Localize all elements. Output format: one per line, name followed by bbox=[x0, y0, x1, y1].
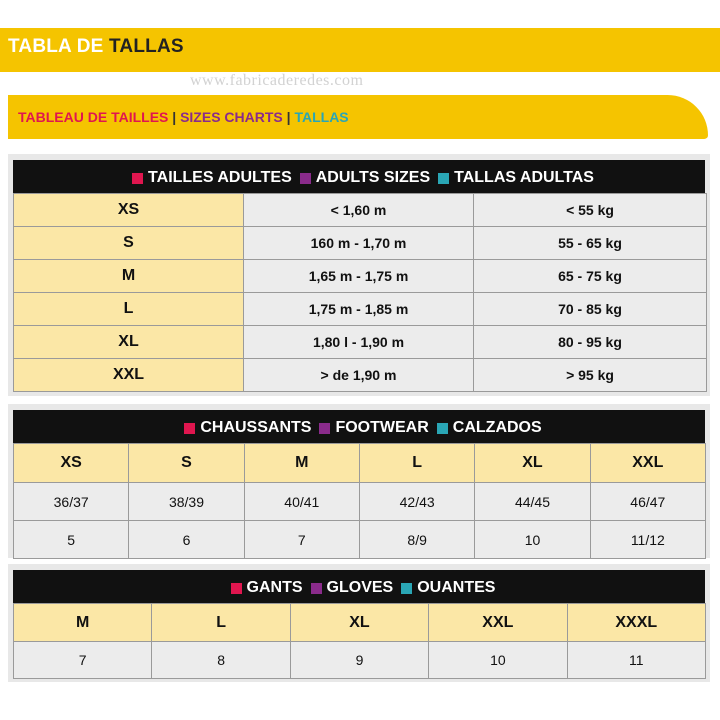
table-row bbox=[14, 483, 706, 521]
table-row bbox=[14, 194, 707, 227]
number-cell: 7 bbox=[14, 642, 152, 679]
weight-cell: > 95 kg bbox=[474, 359, 707, 392]
heading-es: OUANTES bbox=[417, 579, 496, 596]
heading-es: TALLAS ADULTAS bbox=[454, 169, 594, 186]
height-cell: 160 m - 1,70 m bbox=[244, 227, 474, 260]
table-row bbox=[14, 521, 706, 559]
size-cell: XXL bbox=[14, 359, 244, 392]
title-part-2: TALLAS bbox=[109, 36, 184, 57]
size-cell: S bbox=[14, 227, 244, 260]
weight-cell: 80 - 95 kg bbox=[474, 326, 707, 359]
teal-square-icon bbox=[438, 173, 449, 184]
footwear-heading bbox=[13, 410, 705, 446]
table-row bbox=[14, 260, 707, 293]
teal-square-icon bbox=[437, 423, 448, 434]
us-size-cell: 7 bbox=[244, 521, 359, 559]
subtitle-es: TALLAS bbox=[294, 109, 349, 125]
us-size-cell: 6 bbox=[129, 521, 244, 559]
height-cell: 1,80 l - 1,90 m bbox=[244, 326, 474, 359]
size-cell: S bbox=[129, 444, 244, 483]
eu-size-cell: 36/37 bbox=[14, 483, 129, 521]
adult-sizes-heading bbox=[13, 160, 705, 196]
watermark: www.fabricaderedes.com bbox=[190, 72, 364, 89]
us-size-cell: 11/12 bbox=[590, 521, 705, 559]
size-cell: L bbox=[359, 444, 474, 483]
size-cell: XXL bbox=[590, 444, 705, 483]
number-cell: 8 bbox=[152, 642, 290, 679]
red-square-icon bbox=[184, 423, 195, 434]
height-cell: 1,75 m - 1,85 m bbox=[244, 293, 474, 326]
footwear-table bbox=[13, 443, 706, 559]
heading-en: GLOVES bbox=[326, 579, 394, 596]
size-cell: L bbox=[152, 604, 290, 642]
purple-square-icon bbox=[300, 173, 311, 184]
heading-fr: GANTS bbox=[246, 579, 303, 596]
eu-size-cell: 40/41 bbox=[244, 483, 359, 521]
size-cell: M bbox=[244, 444, 359, 483]
subtitle-banner bbox=[8, 95, 708, 139]
heading-fr: CHAUSSANTS bbox=[200, 419, 312, 436]
heading-es: CALZADOS bbox=[452, 419, 542, 436]
eu-size-cell: 38/39 bbox=[129, 483, 244, 521]
heading-fr: TAILLES ADULTES bbox=[148, 169, 292, 186]
subtitle-en: SIZES CHARTS bbox=[180, 109, 283, 125]
gloves-table bbox=[13, 603, 706, 679]
footwear-panel bbox=[8, 404, 710, 558]
subtitle-fr: TABLEAU DE TAILLES bbox=[18, 109, 169, 125]
title-part-1: TABLA DE bbox=[8, 36, 110, 57]
teal-square-icon bbox=[401, 583, 412, 594]
table-row bbox=[14, 359, 707, 392]
eu-size-cell: 44/45 bbox=[475, 483, 590, 521]
table-row bbox=[14, 326, 707, 359]
size-cell: XL bbox=[14, 326, 244, 359]
table-row bbox=[14, 227, 707, 260]
size-cell: XS bbox=[14, 194, 244, 227]
size-cell: XXXL bbox=[567, 604, 705, 642]
gloves-heading bbox=[13, 570, 705, 606]
table-row bbox=[14, 604, 706, 642]
table-row bbox=[14, 444, 706, 483]
us-size-cell: 10 bbox=[475, 521, 590, 559]
size-cell: XXL bbox=[429, 604, 567, 642]
table-row bbox=[14, 293, 707, 326]
title-bar bbox=[0, 28, 720, 72]
size-cell: XL bbox=[290, 604, 428, 642]
purple-square-icon bbox=[311, 583, 322, 594]
heading-en: ADULTS SIZES bbox=[315, 169, 431, 186]
height-cell: 1,65 m - 1,75 m bbox=[244, 260, 474, 293]
red-square-icon bbox=[132, 173, 143, 184]
subtitle bbox=[18, 109, 349, 125]
height-cell: > de 1,90 m bbox=[244, 359, 474, 392]
weight-cell: 70 - 85 kg bbox=[474, 293, 707, 326]
number-cell: 10 bbox=[429, 642, 567, 679]
number-cell: 11 bbox=[567, 642, 705, 679]
size-cell: M bbox=[14, 260, 244, 293]
gloves-panel bbox=[8, 564, 710, 682]
heading-en: FOOTWEAR bbox=[335, 419, 429, 436]
us-size-cell: 8/9 bbox=[359, 521, 474, 559]
page-title bbox=[8, 36, 184, 58]
size-cell: XS bbox=[14, 444, 129, 483]
us-size-cell: 5 bbox=[14, 521, 129, 559]
purple-square-icon bbox=[319, 423, 330, 434]
adult-sizes-panel bbox=[8, 154, 710, 396]
size-cell: L bbox=[14, 293, 244, 326]
number-cell: 9 bbox=[290, 642, 428, 679]
subtitle-sep-2: | bbox=[282, 109, 295, 125]
eu-size-cell: 46/47 bbox=[590, 483, 705, 521]
size-cell: XL bbox=[475, 444, 590, 483]
adult-sizes-table bbox=[13, 193, 707, 392]
red-square-icon bbox=[231, 583, 242, 594]
weight-cell: 65 - 75 kg bbox=[474, 260, 707, 293]
table-row bbox=[14, 642, 706, 679]
eu-size-cell: 42/43 bbox=[359, 483, 474, 521]
weight-cell: 55 - 65 kg bbox=[474, 227, 707, 260]
subtitle-sep-1: | bbox=[168, 109, 181, 125]
size-cell: M bbox=[14, 604, 152, 642]
weight-cell: < 55 kg bbox=[474, 194, 707, 227]
height-cell: < 1,60 m bbox=[244, 194, 474, 227]
